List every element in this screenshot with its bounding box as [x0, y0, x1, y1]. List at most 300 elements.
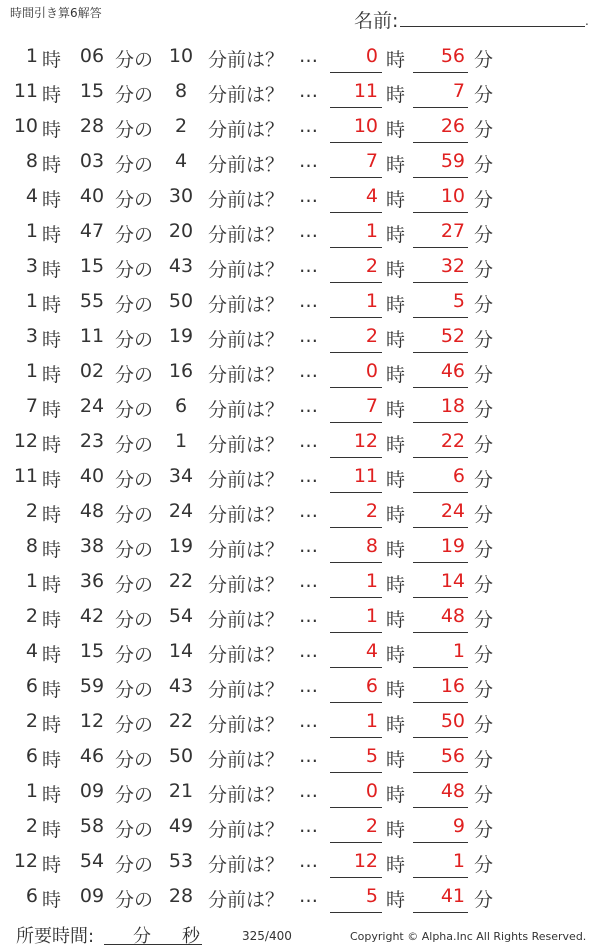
answer-minute-line — [413, 387, 468, 388]
subtract-minutes: 22 — [168, 570, 194, 592]
answer-minute: 50 — [440, 710, 465, 732]
answer-hour-unit: 時 — [386, 434, 406, 456]
answer-hour-line — [330, 562, 382, 563]
problem-row — [0, 75, 600, 110]
problem-row — [0, 810, 600, 845]
minute-of-label: 分の — [115, 819, 154, 841]
ellipsis: … — [299, 185, 318, 207]
ellipsis: … — [299, 80, 318, 102]
answer-minute: 14 — [440, 570, 465, 592]
problem-row — [0, 495, 600, 530]
problem-row — [0, 705, 600, 740]
answer-minute: 18 — [440, 395, 465, 417]
subtract-minutes: 1 — [174, 430, 188, 452]
minute-of-label: 分の — [115, 609, 154, 631]
minute-of-label: 分の — [115, 434, 154, 456]
answer-minute-unit: 分 — [474, 434, 494, 456]
answer-hour-unit: 時 — [386, 49, 406, 71]
start-minute: 40 — [79, 185, 105, 207]
start-hour: 11 — [13, 80, 38, 102]
required-time-label: 所要時間: — [16, 926, 95, 947]
answer-hour-line — [330, 212, 382, 213]
question-label: 分前は？ — [208, 434, 285, 456]
subtract-minutes: 10 — [168, 45, 194, 67]
question-label: 分前は？ — [208, 714, 285, 736]
answer-hour-line — [330, 772, 382, 773]
start-hour: 3 — [25, 325, 38, 347]
answer-minute-unit: 分 — [474, 679, 494, 701]
answer-minute-line — [413, 422, 468, 423]
start-hour: 12 — [13, 850, 38, 872]
name-end-dot: . — [585, 14, 589, 28]
problem-row — [0, 390, 600, 425]
minute-of-label: 分の — [115, 49, 154, 71]
footer — [0, 918, 600, 949]
subtract-minutes: 50 — [168, 290, 194, 312]
start-hour: 2 — [25, 710, 38, 732]
hour-unit: 時 — [42, 469, 62, 491]
hour-unit: 時 — [42, 119, 62, 141]
ellipsis: … — [299, 395, 318, 417]
question-label: 分前は？ — [208, 609, 285, 631]
hour-unit: 時 — [42, 889, 62, 911]
answer-minute: 56 — [440, 45, 465, 67]
answer-hour-line — [330, 352, 382, 353]
problem-row — [0, 110, 600, 145]
hour-unit: 時 — [42, 364, 62, 386]
answer-minute: 26 — [440, 115, 465, 137]
answer-minute-unit: 分 — [474, 224, 494, 246]
problem-row — [0, 740, 600, 775]
answer-minute-unit: 分 — [474, 609, 494, 631]
answer-minute: 9 — [452, 815, 465, 837]
hour-unit: 時 — [42, 679, 62, 701]
minute-of-label: 分の — [115, 469, 154, 491]
hour-unit: 時 — [42, 49, 62, 71]
question-label: 分前は？ — [208, 294, 285, 316]
answer-hour-line — [330, 317, 382, 318]
start-hour: 10 — [13, 115, 38, 137]
start-minute: 09 — [79, 780, 105, 802]
start-minute: 12 — [79, 710, 105, 732]
hour-unit: 時 — [42, 854, 62, 876]
worksheet-title: 時間引き算6解答 — [10, 6, 102, 20]
subtract-minutes: 50 — [168, 745, 194, 767]
start-minute: 09 — [79, 885, 105, 907]
question-label: 分前は？ — [208, 854, 285, 876]
ellipsis: … — [299, 640, 318, 662]
subtract-minutes: 24 — [168, 500, 194, 522]
problem-row — [0, 215, 600, 250]
answer-hour-unit: 時 — [386, 84, 406, 106]
hour-unit: 時 — [42, 84, 62, 106]
start-hour: 1 — [25, 780, 38, 802]
answer-hour: 12 — [353, 850, 378, 872]
copyright: Copyright © Alpha.Inc All Rights Reserved. — [350, 930, 587, 943]
answer-minute-unit: 分 — [474, 364, 494, 386]
question-label: 分前は？ — [208, 889, 285, 911]
minute-of-label: 分の — [115, 84, 154, 106]
start-minute: 06 — [79, 45, 105, 67]
ellipsis: … — [299, 360, 318, 382]
answer-hour: 4 — [365, 185, 378, 207]
problem-row — [0, 880, 600, 915]
question-label: 分前は？ — [208, 469, 285, 491]
answer-minute: 32 — [440, 255, 465, 277]
answer-minute-line — [413, 492, 468, 493]
answer-minute-line — [413, 352, 468, 353]
question-label: 分前は？ — [208, 679, 285, 701]
hour-unit: 時 — [42, 784, 62, 806]
answer-hour-unit: 時 — [386, 539, 406, 561]
problem-row — [0, 670, 600, 705]
problem-row — [0, 285, 600, 320]
start-minute: 15 — [79, 255, 105, 277]
subtract-minutes: 43 — [168, 255, 194, 277]
hour-unit: 時 — [42, 749, 62, 771]
ellipsis: … — [299, 290, 318, 312]
answer-minute-line — [413, 527, 468, 528]
answer-hour: 2 — [365, 255, 378, 277]
answer-minute-line — [413, 842, 468, 843]
answer-hour: 2 — [365, 815, 378, 837]
answer-minute: 27 — [440, 220, 465, 242]
minute-of-label: 分の — [115, 889, 154, 911]
start-hour: 6 — [25, 885, 38, 907]
answer-hour-unit: 時 — [386, 399, 406, 421]
problem-row — [0, 635, 600, 670]
hour-unit: 時 — [42, 574, 62, 596]
minute-of-label: 分の — [115, 574, 154, 596]
minute-of-label: 分の — [115, 364, 154, 386]
question-label: 分前は？ — [208, 364, 285, 386]
answer-minute-unit: 分 — [474, 644, 494, 666]
answer-minute: 46 — [440, 360, 465, 382]
question-label: 分前は？ — [208, 224, 285, 246]
answer-minute-unit: 分 — [474, 329, 494, 351]
subtract-minutes: 34 — [168, 465, 194, 487]
answer-minute: 59 — [440, 150, 465, 172]
answer-hour-line — [330, 527, 382, 528]
subtract-minutes: 19 — [168, 535, 194, 557]
subtract-minutes: 53 — [168, 850, 194, 872]
answer-hour-line — [330, 842, 382, 843]
question-label: 分前は？ — [208, 154, 285, 176]
minute-of-label: 分の — [115, 329, 154, 351]
answer-hour: 11 — [353, 465, 378, 487]
answer-hour-unit: 時 — [386, 784, 406, 806]
start-hour: 2 — [25, 605, 38, 627]
problem-row — [0, 145, 600, 180]
ellipsis: … — [299, 220, 318, 242]
ellipsis: … — [299, 675, 318, 697]
problem-row — [0, 530, 600, 565]
answer-minute-unit: 分 — [474, 854, 494, 876]
answer-minute-line — [413, 212, 468, 213]
answer-minute-unit: 分 — [474, 819, 494, 841]
answer-hour-unit: 時 — [386, 329, 406, 351]
answer-minute-line — [413, 72, 468, 73]
minute-of-label: 分の — [115, 294, 154, 316]
problem-row — [0, 460, 600, 495]
problem-row — [0, 565, 600, 600]
answer-minute-line — [413, 807, 468, 808]
subtract-minutes: 21 — [168, 780, 194, 802]
answer-hour-line — [330, 667, 382, 668]
start-hour: 3 — [25, 255, 38, 277]
answer-hour-unit: 時 — [386, 119, 406, 141]
answer-minute-line — [413, 282, 468, 283]
name-label: 名前: — [354, 10, 399, 32]
answer-hour-line — [330, 142, 382, 143]
page-number: 325/400 — [242, 929, 292, 943]
problem-row — [0, 775, 600, 810]
hour-unit: 時 — [42, 224, 62, 246]
answer-minute-unit: 分 — [474, 259, 494, 281]
start-minute: 48 — [79, 500, 105, 522]
hour-unit: 時 — [42, 329, 62, 351]
answer-hour: 0 — [365, 360, 378, 382]
question-label: 分前は？ — [208, 259, 285, 281]
subtract-minutes: 4 — [174, 150, 188, 172]
start-minute: 03 — [79, 150, 105, 172]
answer-minute: 1 — [452, 640, 465, 662]
answer-minute-unit: 分 — [474, 294, 494, 316]
start-minute: 42 — [79, 605, 105, 627]
answer-hour: 1 — [365, 605, 378, 627]
ellipsis: … — [299, 430, 318, 452]
answer-hour-unit: 時 — [386, 819, 406, 841]
required-time-minute-label: 分 — [133, 926, 151, 947]
question-label: 分前は？ — [208, 574, 285, 596]
start-hour: 1 — [25, 45, 38, 67]
answer-hour-line — [330, 177, 382, 178]
answer-hour-line — [330, 492, 382, 493]
answer-minute: 19 — [440, 535, 465, 557]
start-hour: 8 — [25, 535, 38, 557]
subtract-minutes: 6 — [174, 395, 188, 417]
answer-minute: 7 — [452, 80, 465, 102]
answer-hour: 6 — [365, 675, 378, 697]
subtract-minutes: 22 — [168, 710, 194, 732]
question-label: 分前は？ — [208, 84, 285, 106]
question-label: 分前は？ — [208, 189, 285, 211]
answer-minute: 10 — [440, 185, 465, 207]
question-label: 分前は？ — [208, 539, 285, 561]
answer-hour-line — [330, 387, 382, 388]
start-minute: 02 — [79, 360, 105, 382]
answer-minute-unit: 分 — [474, 504, 494, 526]
answer-hour-unit: 時 — [386, 714, 406, 736]
answer-minute-unit: 分 — [474, 154, 494, 176]
problem-row — [0, 600, 600, 635]
hour-unit: 時 — [42, 609, 62, 631]
hour-unit: 時 — [42, 504, 62, 526]
answer-hour-line — [330, 247, 382, 248]
problem-row — [0, 250, 600, 285]
answer-minute-line — [413, 667, 468, 668]
answer-hour: 5 — [365, 885, 378, 907]
problem-row — [0, 180, 600, 215]
answer-hour-line — [330, 737, 382, 738]
question-label: 分前は？ — [208, 49, 285, 71]
hour-unit: 時 — [42, 714, 62, 736]
start-minute: 23 — [79, 430, 105, 452]
answer-minute-unit: 分 — [474, 189, 494, 211]
minute-of-label: 分の — [115, 644, 154, 666]
answer-hour-unit: 時 — [386, 504, 406, 526]
answer-minute-unit: 分 — [474, 84, 494, 106]
start-hour: 6 — [25, 745, 38, 767]
start-hour: 11 — [13, 465, 38, 487]
start-hour: 1 — [25, 290, 38, 312]
minute-of-label: 分の — [115, 259, 154, 281]
start-minute: 36 — [79, 570, 105, 592]
answer-minute: 16 — [440, 675, 465, 697]
answer-hour: 0 — [365, 45, 378, 67]
answer-minute-line — [413, 597, 468, 598]
answer-hour: 4 — [365, 640, 378, 662]
start-hour: 6 — [25, 675, 38, 697]
answer-minute: 52 — [440, 325, 465, 347]
subtract-minutes: 14 — [168, 640, 194, 662]
start-minute: 54 — [79, 850, 105, 872]
minute-of-label: 分の — [115, 504, 154, 526]
hour-unit: 時 — [42, 434, 62, 456]
answer-hour: 12 — [353, 430, 378, 452]
start-minute: 58 — [79, 815, 105, 837]
ellipsis: … — [299, 325, 318, 347]
answer-minute-line — [413, 737, 468, 738]
subtract-minutes: 19 — [168, 325, 194, 347]
start-minute: 24 — [79, 395, 105, 417]
minute-of-label: 分の — [115, 119, 154, 141]
question-label: 分前は？ — [208, 119, 285, 141]
answer-minute: 56 — [440, 745, 465, 767]
start-hour: 2 — [25, 500, 38, 522]
minute-of-label: 分の — [115, 679, 154, 701]
answer-minute: 6 — [452, 465, 465, 487]
ellipsis: … — [299, 710, 318, 732]
answer-hour: 2 — [365, 325, 378, 347]
ellipsis: … — [299, 780, 318, 802]
answer-minute: 5 — [452, 290, 465, 312]
answer-hour: 1 — [365, 710, 378, 732]
minute-of-label: 分の — [115, 784, 154, 806]
answer-hour-line — [330, 282, 382, 283]
subtract-minutes: 49 — [168, 815, 194, 837]
answer-minute-unit: 分 — [474, 574, 494, 596]
hour-unit: 時 — [42, 294, 62, 316]
start-hour: 1 — [25, 360, 38, 382]
answer-hour-line — [330, 912, 382, 913]
answer-minute-line — [413, 877, 468, 878]
minute-of-label: 分の — [115, 854, 154, 876]
problem-row — [0, 320, 600, 355]
answer-minute-line — [413, 702, 468, 703]
answer-hour-line — [330, 877, 382, 878]
answer-hour: 11 — [353, 80, 378, 102]
answer-hour-unit: 時 — [386, 469, 406, 491]
minute-of-label: 分の — [115, 539, 154, 561]
answer-hour: 8 — [365, 535, 378, 557]
answer-hour-unit: 時 — [386, 154, 406, 176]
start-hour: 2 — [25, 815, 38, 837]
question-label: 分前は？ — [208, 749, 285, 771]
minute-of-label: 分の — [115, 154, 154, 176]
answer-hour-line — [330, 807, 382, 808]
start-minute: 59 — [79, 675, 105, 697]
answer-hour-unit: 時 — [386, 749, 406, 771]
answer-minute-line — [413, 772, 468, 773]
answer-hour-unit: 時 — [386, 574, 406, 596]
answer-hour-line — [330, 597, 382, 598]
ellipsis: … — [299, 500, 318, 522]
start-minute: 11 — [79, 325, 105, 347]
ellipsis: … — [299, 465, 318, 487]
ellipsis: … — [299, 535, 318, 557]
answer-hour: 5 — [365, 745, 378, 767]
problem-row — [0, 355, 600, 390]
answer-hour-unit: 時 — [386, 679, 406, 701]
ellipsis: … — [299, 850, 318, 872]
answer-minute-line — [413, 457, 468, 458]
required-time-line — [104, 944, 202, 945]
answer-hour: 1 — [365, 290, 378, 312]
minute-of-label: 分の — [115, 749, 154, 771]
start-minute: 15 — [79, 640, 105, 662]
answer-hour-line — [330, 422, 382, 423]
minute-of-label: 分の — [115, 399, 154, 421]
answer-minute: 1 — [452, 850, 465, 872]
answer-hour-line — [330, 632, 382, 633]
subtract-minutes: 54 — [168, 605, 194, 627]
subtract-minutes: 43 — [168, 675, 194, 697]
ellipsis: … — [299, 45, 318, 67]
answer-hour: 1 — [365, 220, 378, 242]
start-hour: 7 — [25, 395, 38, 417]
answer-minute: 48 — [440, 780, 465, 802]
answer-hour: 2 — [365, 500, 378, 522]
answer-hour-unit: 時 — [386, 609, 406, 631]
problem-row — [0, 40, 600, 75]
problem-list — [0, 40, 600, 915]
hour-unit: 時 — [42, 259, 62, 281]
question-label: 分前は？ — [208, 819, 285, 841]
start-hour: 1 — [25, 220, 38, 242]
answer-hour-unit: 時 — [386, 294, 406, 316]
start-hour: 8 — [25, 150, 38, 172]
hour-unit: 時 — [42, 189, 62, 211]
answer-minute: 41 — [440, 885, 465, 907]
answer-hour-unit: 時 — [386, 644, 406, 666]
question-label: 分前は？ — [208, 329, 285, 351]
ellipsis: … — [299, 745, 318, 767]
start-minute: 47 — [79, 220, 105, 242]
hour-unit: 時 — [42, 154, 62, 176]
subtract-minutes: 28 — [168, 885, 194, 907]
answer-minute-unit: 分 — [474, 399, 494, 421]
ellipsis: … — [299, 885, 318, 907]
answer-minute-unit: 分 — [474, 469, 494, 491]
answer-hour-unit: 時 — [386, 889, 406, 911]
question-label: 分前は？ — [208, 784, 285, 806]
ellipsis: … — [299, 570, 318, 592]
answer-hour-unit: 時 — [386, 364, 406, 386]
ellipsis: … — [299, 150, 318, 172]
problem-row — [0, 425, 600, 460]
ellipsis: … — [299, 605, 318, 627]
